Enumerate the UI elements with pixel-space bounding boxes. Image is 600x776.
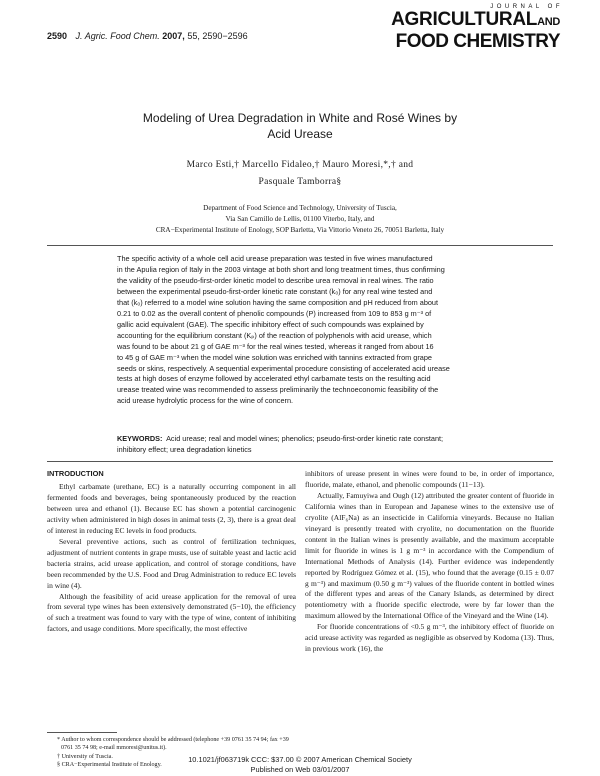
affiliation-line-3: CRA−Experimental Institute of Enology, SOP Barletta, Via Vittorio Veneto 26, 70051 Barletta, Italy: [155, 225, 445, 234]
author-list: [60, 157, 540, 191]
logo-line-agricultural: [391, 10, 560, 32]
title-line-2: Acid Urease: [267, 127, 333, 141]
right-column: [305, 469, 554, 655]
footnote-correspondence: * Author to whom correspondence should be addressed (telephone +39 0761 35 74 94; fax +39 0761 35 74 98; e-mail mmoresi@unitus.it).: [57, 737, 289, 752]
abstract: [117, 254, 485, 407]
paper-title: [60, 110, 540, 142]
authors-line-1: Marco Esti,† Marcello Fidaleo,† Mauro Moresi,*,† and: [186, 160, 414, 170]
keywords-label: KEYWORDS:: [117, 434, 163, 443]
doi-footer: [0, 755, 600, 774]
abstract-line: 0.21 to 0.02 as the overall content of phenolic compounds (P) increased from 109 to 853 g m⁻³ of: [117, 308, 432, 318]
logo-line-food-chemistry: FOOD CHEMISTRY: [395, 31, 560, 52]
affiliation-line-1: Department of Food Science and Technology, University of Tuscia,: [203, 204, 397, 212]
abstract-line: in the Apulia region of Italy in the 2003 vintage at both short and long treatment times, thus confirming: [117, 264, 445, 274]
journal-year: 2007,: [162, 31, 185, 41]
abstract-line: seeds or skins, respectively. A sequential experimental procedure consisting of accelerated acid urease: [117, 363, 450, 373]
keywords-text-1: Acid urease; real and model wines; phenolics; pseudo-first-order kinetic rate constant;: [166, 434, 444, 443]
intro-paragraph-continued: inhibitors of urease present in wines were found to be, in order of importance, fluoride, malate, ethanol, and phenolic compounds (11−13).: [305, 469, 554, 489]
abstract-line: was found to be about 21 g of GAE m⁻³ for the real wines tested, whereas it ranged from about 16: [117, 341, 434, 351]
page-number: 2590: [47, 31, 68, 41]
keywords-line-1: [117, 434, 485, 445]
logo-agricultural: AGRICULTURAL: [391, 9, 538, 30]
abstract-line: accounting for the equilibrium constant (Kₚ) of the reaction of polyphenols with acid urease, which: [117, 330, 432, 340]
abstract-line: to 45 g of GAE m⁻³ when the model wine solution was enriched with tannins extracted from grape: [117, 352, 432, 362]
logo-line-journal-of: JOURNAL OF: [490, 4, 563, 10]
keywords: [117, 434, 485, 456]
running-header: [47, 31, 248, 41]
footnote-affiliation-1: † University of Tuscia.: [57, 753, 113, 760]
abstract-line: urease treated wine was recommended to assess preliminarily the technoeconomic feasibility of the: [117, 385, 439, 395]
abstract-line: The specific activity of a whole cell acid urease preparation was tested in five wines manufactured: [117, 254, 433, 263]
abstract-line: acid urease hydrolytic process for the wine of concern.: [117, 396, 294, 406]
affiliation-line-2: Via San Camillo de Lellis, 01100 Viterbo, Italy, and: [225, 214, 375, 223]
introduction-heading: INTRODUCTION: [47, 469, 104, 478]
footnote-affiliation-2: § CRA−Experimental Institute of Enology.: [57, 761, 162, 768]
journal-citation: 55, 2590−2596: [187, 31, 248, 41]
keywords-text-2: inhibitory effect; urea degradation kinetics: [117, 444, 252, 454]
intro-paragraph: Ethyl carbamate (urethane, EC) is a naturally occurring component in all fermented foods and beverages, being spontaneously produced by the reaction between urea and ethanol (1). Because EC has shown a potential carcinogenic activity when administered in high doses in animal tests (2, 3), there is a great deal of interest in reducing EC levels in food products.: [47, 482, 296, 535]
journal-abbrev: J. Agric. Food Chem.: [75, 31, 160, 41]
abstract-line: gallic acid equivalent (GAE). The specific inhibitory effect of such compounds was explained by: [117, 319, 424, 329]
abstract-line: the validity of the pseudo-first-order kinetic model to describe urea removal in real wines. The ratio: [117, 275, 434, 285]
affiliations: [60, 203, 540, 235]
intro-paragraph: Although the feasibility of acid urease application for the removal of urea from several type wines has been extensively demonstrated (5−10), the efficiency of such a treatment was found to vary with the type of wine, content of inhibiting factors, and usage conditions. More specifically, the most effective: [47, 591, 296, 634]
published-line: Published on Web 03/01/2007: [250, 764, 350, 774]
doi-line: 10.1021/jf063719k CCC: $37.00 © 2007 American Chemical Society: [188, 755, 412, 764]
journal-logo: [391, 4, 563, 52]
abstract-line: tests at high doses of enzyme followed by accelerated ethyl carbamate tests on the resulting acid: [117, 374, 431, 384]
left-column: [47, 469, 296, 635]
abstract-line: between the experimental pseudo-first-order kinetic rate constant (k₀) for any real wine tested and: [117, 286, 433, 296]
intro-paragraph: Actually, Famuyiwa and Ough (12) attributed the greater content of fluoride in California wines than in European and Japanese wines to the extensive use of cryolite (AlF₆Na) as an insecticide in California vineyards. Because no Italian vineyard is presently treated with cryolite, no documentation on the fluoride content in the Italian wines is presently available, and the maximum acceptable limit for fluoride in wines is 1 g m⁻³ in accordance with the Compendium of International Methods of Analysis (14). Further evidence was independently reported by Rodríguez Gómez et al. (15), who found that the average (0.15 ± 0.07 g m⁻³) and maximum (0.50 g m⁻³) values of the fluoride content in bottled wines of the different types and areas of the Canary Islands, as determined by direct potentiometry with a fluoride specific electrode, were by far lower than the maximum allowed by the International Office of the Vineyard and the Wine (14).: [305, 490, 554, 621]
logo-and: AND: [537, 16, 560, 28]
authors-line-2: Pasquale Tamborra§: [258, 177, 342, 187]
intro-paragraph: For fluoride concentrations of <0.5 g m⁻³, the inhibitory effect of fluoride on acid urease activity was regarded as negligible as observed by Kodoma (13). Thus, in previous work (16), the: [305, 622, 554, 654]
abstract-top-rule: [47, 245, 553, 246]
abstract-line: that (k₀) referred to a model wine solution having the same composition and pH reduced from about: [117, 297, 439, 307]
title-line-1: Modeling of Urea Degradation in White and Rosé Wines by: [142, 111, 458, 125]
intro-paragraph: Several preventive actions, such as control of fertilization techniques, adjustment of nutrient contents in grape musts, use of suitable yeast and lactic acid bacteria strains, acid urease application, and control of storage conditions, have been recommended by the U.S. Food and Drug Administration to reduce EC levels in wine (4).: [47, 536, 296, 590]
footnote-rule: [47, 732, 117, 733]
keywords-bottom-rule: [47, 461, 553, 462]
